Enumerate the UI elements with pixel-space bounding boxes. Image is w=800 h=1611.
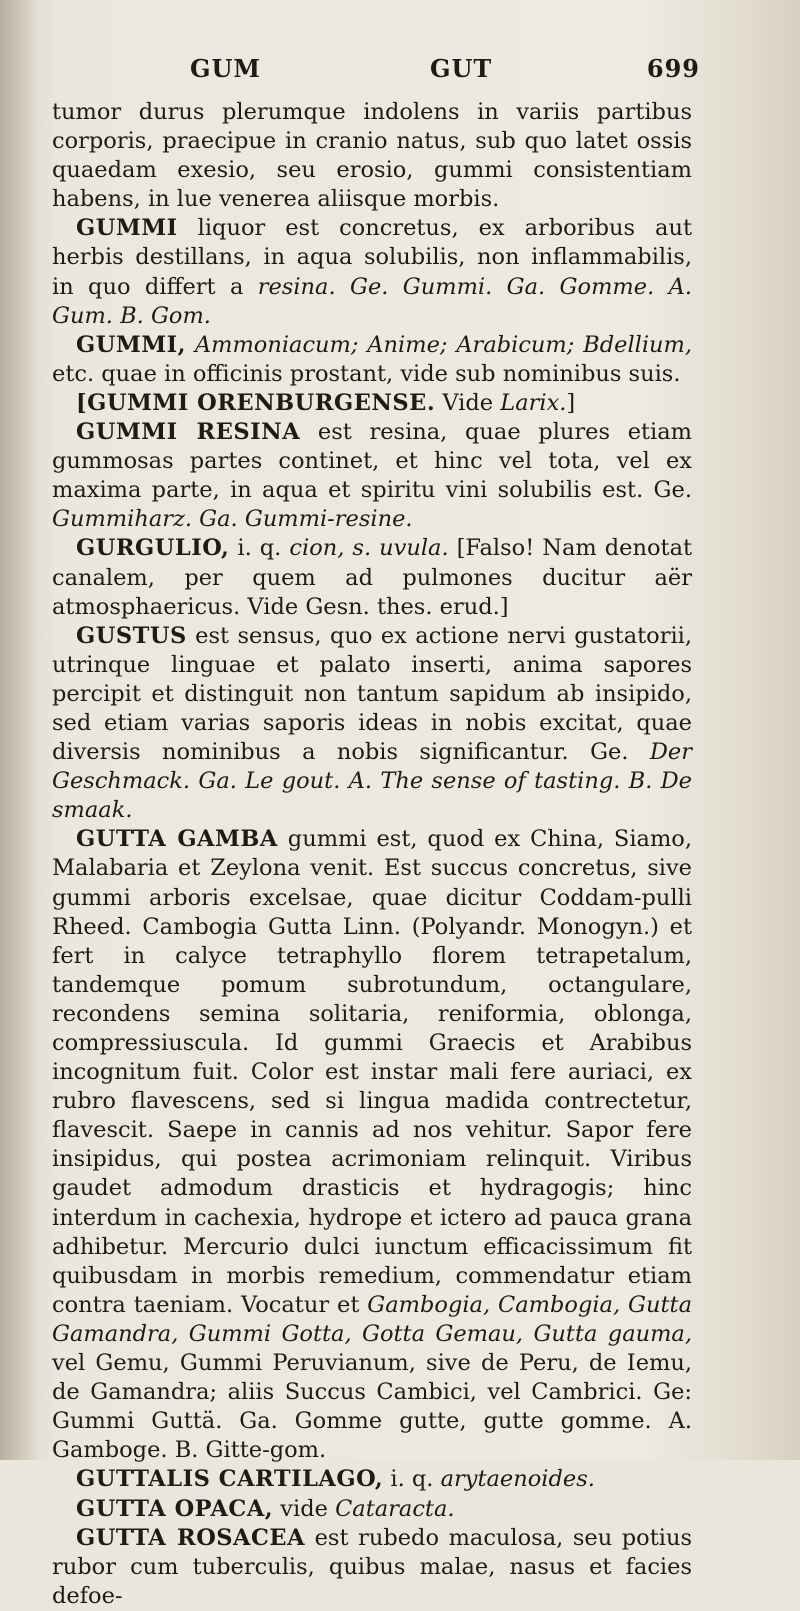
text-column: [52, 98, 692, 1611]
entry-tail: vel Gemu, Gummi Peruvianum, sive de Peru, de Iemu, de Gamandra; aliis Succus Cambici, vel Cambrici. Ge: Gummi Guttä. Ga. Gomme gutte, gutte gomme. A. Gamboge. B. Gitte-gom.: [52, 1350, 692, 1464]
entry-text: est sensus, quo ex actione nervi gustatorii, utrinque linguae et palato inserti, anima sapores percipit et distinguit non tantum sapidum ab insipido, sed etiam varias saporis ideas in nobis excitat, quae diversis nominibus a nobis significantur. Ge.: [52, 622, 692, 766]
page-number: 699: [646, 54, 700, 83]
entry-text: liquor est concretus, ex arboribus aut herbis destillans, in aqua solubilis, non inflammabilis, in quo differt a: [52, 215, 692, 300]
entry-headword: GUTTA OPACA,: [76, 1495, 274, 1522]
entry-headword: GUTTALIS CARTILAGO,: [76, 1466, 384, 1493]
entry-italic: Larix.: [500, 389, 567, 416]
entry-gummi-resina: [52, 418, 692, 534]
entry-italic: cion, s. uvula.: [289, 535, 449, 562]
entry-gummi: [52, 214, 692, 330]
entry-italic: Ammoniacum; Anime; Arabicum; Bdellium,: [194, 331, 693, 358]
entry-gummi-orenburgense: [52, 389, 692, 418]
entry-gummi-varieties: [52, 331, 692, 389]
entry-text: vide: [280, 1495, 328, 1522]
entry-gustus: [52, 622, 692, 826]
running-header: [150, 54, 700, 94]
entry-headword: [GUMMI ORENBURGENSE.: [76, 389, 436, 416]
entry-guttalis-cartilago: [52, 1465, 692, 1494]
entry-tail: etc. quae in officinis prostant, vide sub nominibus suis.: [52, 360, 681, 387]
entry-italic: resina. Ge. Gummi. Ga. Gomme. A. Gum. B. Gom.: [52, 273, 692, 329]
entry-italic: Gummiharz. Ga. Gummi-resine.: [52, 506, 413, 533]
header-right-guide-word: GUT: [430, 54, 493, 83]
entry-headword: GUSTUS: [76, 622, 187, 649]
header-left-guide-word: GUM: [190, 54, 261, 83]
entry-italic: Gambogia, Cambogia, Gutta Gamandra, Gummi Gotta, Gotta Gemau, Gutta gauma,: [52, 1291, 692, 1347]
entry-gutta-gamba: [52, 825, 692, 1465]
entry-headword: GUMMI RESINA: [76, 419, 301, 446]
entry-gutta-opaca: [52, 1495, 692, 1524]
entry-italic: arytaenoides.: [440, 1466, 595, 1493]
entry-text: Vide: [442, 389, 494, 416]
entry-text: gummi est, quod ex China, Siamo, Malabaria et Zeylona venit. Est succus concretus, sive gummi arboris excelsae, quae dicitur Coddam-pulli Rheed. Cambogia Gutta Linn. (Polyandr. Monogyn.) et fert in calyce tetraphyllo florem tetrapetalum, tandemque pomum subrotundum, octangulare, recondens semina solitaria, reniformia, oblonga, compressiuscula. Id gummi Graecis et Arabibus incognitum fuit. Color est instar mali fere auriaci, ex rubro flavescens, sed si lingua madida contrectetur, flavescit. Saepe in cannis ad nos vehitur. Sapor fere insipidus, qui postea acrimoniam relinquit. Viribus gaudet admodum drasticis et hydragogis; hinc interdum in cachexia, hydrope et ictero ad pauca grana adhibetur. Mercurio dulci iunctum efficacissimum fit quibusdam in morbis remedium, commendatur etiam contra taeniam. Vocatur et: [52, 826, 692, 1318]
entry-tail: [Falso! Nam denotat canalem, per quem ad pulmones ducitur aër atmosphaericus. Vide Gesn. thes. erud.]: [52, 535, 693, 620]
entry-italic: Der Geschmack. Ga. Le gout. A. The sense of tasting. B. De smaak.: [52, 739, 692, 824]
entry-headword: GUTTA GAMBA: [76, 826, 278, 853]
entry-gurgulio: [52, 534, 692, 621]
entry-tail: ]: [566, 389, 576, 416]
entry-italic: Cataracta.: [335, 1495, 455, 1522]
entry-gutta-rosacea: [52, 1524, 692, 1611]
binding-shadow: [0, 0, 40, 1460]
entry-text: est resina, quae plures etiam gummosas partes continet, et hinc vel tota, vel ex maxima parte, in aqua et spiritu vini solubilis est. Ge.: [52, 419, 692, 504]
entry-text: est rubedo maculosa, seu potius rubor cum tuberculis, quibus malae, nasus et facies defoe-: [52, 1524, 692, 1609]
entry-text: tumor durus plerumque indolens in variis partibus corporis, praecipue in cranio natus, sub quo latet ossis quaedam exesio, seu erosio, gummi consistentiam habens, in lue venerea aliisque morbis.: [52, 99, 692, 213]
entry-headword: GURGULIO,: [76, 535, 230, 562]
entry-headword: GUMMI,: [76, 331, 187, 358]
entry-text: i. q.: [390, 1466, 434, 1493]
entry-text: i. q.: [237, 535, 282, 562]
entry-headword: GUTTA ROSACEA: [76, 1524, 306, 1551]
entry-headword: GUMMI: [76, 215, 178, 242]
entry-continuation: [52, 98, 692, 214]
